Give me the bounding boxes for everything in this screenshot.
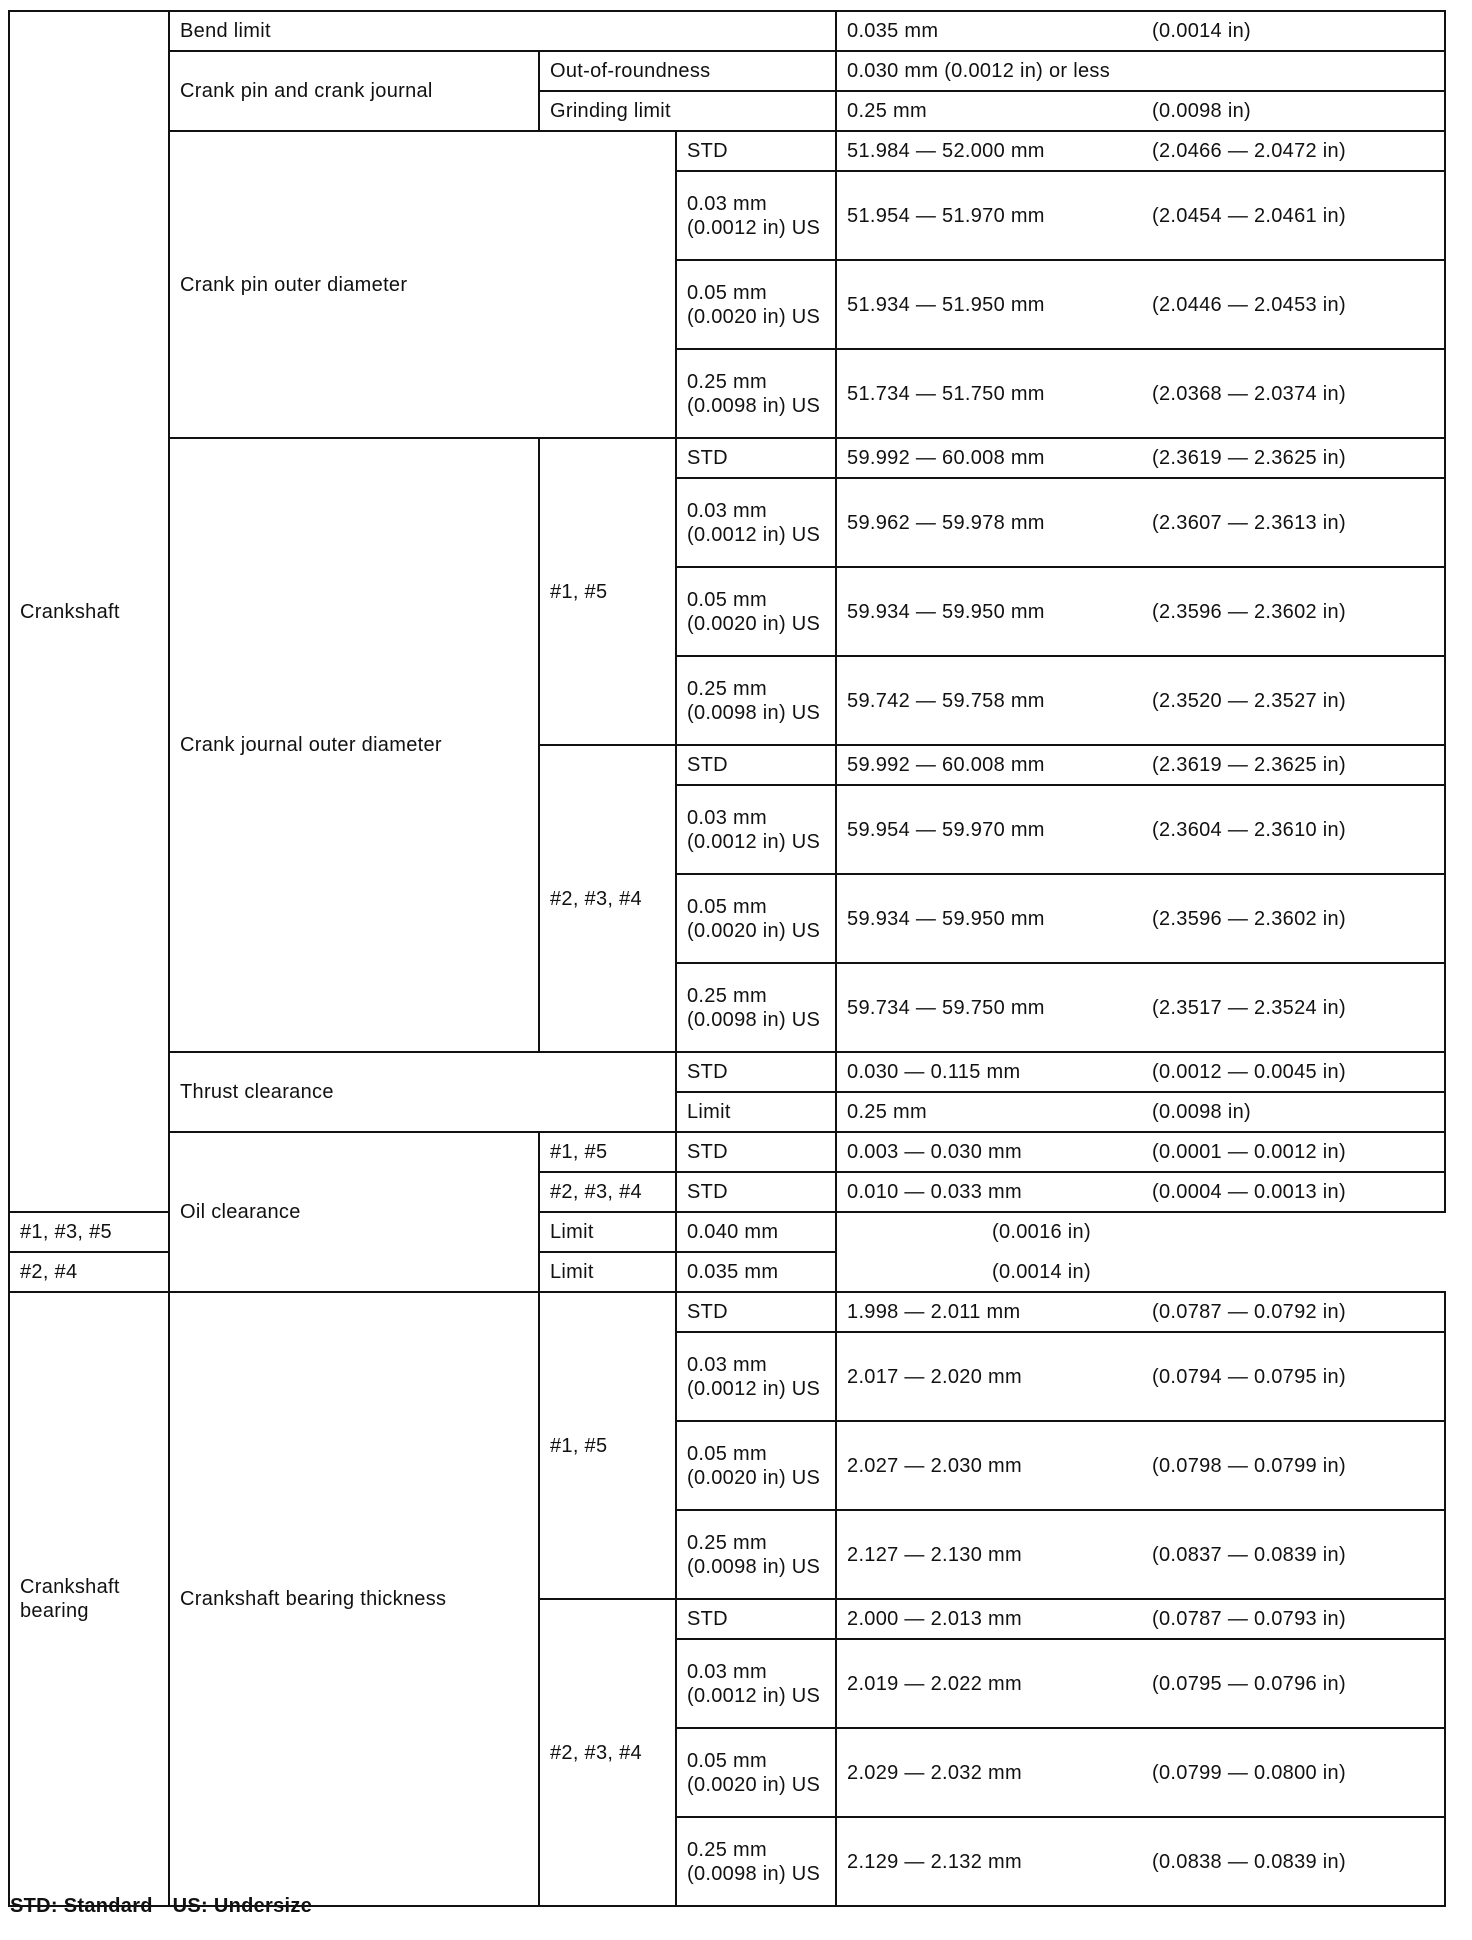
value-mm: 51.734 — 51.750 mm: [847, 382, 1045, 405]
value-in: (0.0787 — 0.0793 in): [1152, 1608, 1346, 1630]
value-cell: [836, 1332, 1445, 1421]
value-cell: 0.030 mm (0.0012 in) or less: [836, 51, 1445, 91]
value-mm: 51.984 — 52.000 mm: [847, 140, 1045, 162]
value-in: (0.0014 in): [1152, 20, 1251, 42]
value-cell: [836, 478, 1445, 567]
value-cell: [836, 11, 1445, 51]
value-mm: 2.127 — 2.130 mm: [847, 1543, 1022, 1566]
value-cell: [836, 1421, 1445, 1510]
value-in: (0.0098 in): [1152, 1101, 1251, 1123]
value-mm: 59.954 — 59.970 mm: [847, 818, 1045, 841]
value-mm: 2.029 — 2.032 mm: [847, 1761, 1022, 1784]
value-cell: [836, 1172, 1445, 1212]
value-mm: 1.998 — 2.011 mm: [847, 1301, 1021, 1323]
value-in: (0.0014 in): [992, 1261, 1091, 1283]
value-mm: 2.027 — 2.030 mm: [847, 1454, 1022, 1477]
value-in: (0.0016 in): [992, 1221, 1091, 1243]
item-label-crank-pin-od: Crank pin outer diameter: [169, 131, 676, 438]
value-mm: 0.25 mm: [847, 1101, 927, 1123]
value-in: (2.3619 — 2.3625 in): [1152, 447, 1346, 469]
value-mm: 59.734 — 59.750 mm: [847, 996, 1045, 1019]
value-mm: 2.000 — 2.013 mm: [847, 1608, 1022, 1630]
size-std: STD: [676, 438, 836, 478]
value-mm: 59.992 — 60.008 mm: [847, 447, 1045, 469]
size-limit: Limit: [539, 1252, 676, 1292]
value-cell: [836, 656, 1445, 745]
size-us-005: 0.05 mm (0.0020 in) US: [676, 1421, 836, 1510]
value-in: (0.0798 — 0.0799 in): [1152, 1454, 1346, 1477]
table-row: [9, 11, 1445, 51]
value-cell: [836, 1510, 1445, 1599]
value-mm: 0.035 mm: [687, 1261, 779, 1283]
size-us-003: 0.03 mm (0.0012 in) US: [676, 1639, 836, 1728]
value-cell: [836, 963, 1445, 1052]
size-us-005: 0.05 mm (0.0020 in) US: [676, 1728, 836, 1817]
size-us-003: 0.03 mm (0.0012 in) US: [676, 785, 836, 874]
value-in: (2.3619 — 2.3625 in): [1152, 754, 1346, 776]
value-in: (2.3520 — 2.3527 in): [1152, 689, 1346, 712]
value-cell: [836, 91, 1445, 131]
item-label-crank-pin-and-journal: Crank pin and crank journal: [169, 51, 539, 131]
journal-label-1-5: #1, #5: [539, 1132, 676, 1172]
size-us-005: 0.05 mm (0.0020 in) US: [676, 874, 836, 963]
journal-label-2-3-4: #2, #3, #4: [539, 1172, 676, 1212]
value-in: (0.0838 — 0.0839 in): [1152, 1850, 1346, 1873]
size-std: STD: [676, 1132, 836, 1172]
value-mm: 59.934 — 59.950 mm: [847, 600, 1045, 623]
value-mm: 2.017 — 2.020 mm: [847, 1365, 1022, 1388]
size-us-025: 0.25 mm (0.0098 in) US: [676, 1510, 836, 1599]
journal-label-2-3-4: #2, #3, #4: [539, 1599, 676, 1906]
item-label-bend-limit: Bend limit: [169, 11, 836, 51]
size-us-003: 0.03 mm (0.0012 in) US: [676, 1332, 836, 1421]
value-cell: [836, 1599, 1445, 1639]
table-row: [9, 438, 1445, 478]
value-cell: [836, 260, 1445, 349]
footnote-us: US: Undersize: [172, 1895, 313, 1917]
value-in: (2.3607 — 2.3613 in): [1152, 511, 1346, 534]
value-mm: 51.934 — 51.950 mm: [847, 293, 1045, 316]
sub-label-grinding-limit: Grinding limit: [539, 91, 836, 131]
value-mm: 0.25 mm: [847, 100, 927, 122]
journal-label-1-5: #1, #5: [539, 438, 676, 745]
value-mm: 2.019 — 2.022 mm: [847, 1672, 1022, 1695]
size-limit: Limit: [539, 1212, 676, 1252]
group-label-crankshaft-bearing: Crankshaft bearing: [9, 1292, 169, 1906]
value-cell: [836, 1292, 1445, 1332]
size-std: STD: [676, 1599, 836, 1639]
size-std: STD: [676, 1292, 836, 1332]
value-mm: 0.003 — 0.030 mm: [847, 1141, 1022, 1163]
value-cell: [836, 171, 1445, 260]
value-mm: 2.129 — 2.132 mm: [847, 1850, 1022, 1873]
value-in: (0.0098 in): [1152, 100, 1251, 122]
value-cell: [836, 785, 1445, 874]
size-us-005: 0.05 mm (0.0020 in) US: [676, 260, 836, 349]
size-us-025: 0.25 mm (0.0098 in) US: [676, 349, 836, 438]
table-row: [9, 51, 1445, 91]
value-in: (2.0454 — 2.0461 in): [1152, 204, 1346, 227]
journal-label-2-3-4: #2, #3, #4: [539, 745, 676, 1052]
value-cell: [836, 1817, 1445, 1906]
value-cell: [836, 1639, 1445, 1728]
value-in: (2.0446 — 2.0453 in): [1152, 293, 1346, 316]
journal-label-1-3-5: #1, #3, #5: [9, 1212, 169, 1252]
value-in: (0.0001 — 0.0012 in): [1152, 1141, 1346, 1163]
journal-label-2-4: #2, #4: [9, 1252, 169, 1292]
size-std: STD: [676, 1052, 836, 1092]
value-mm: 59.962 — 59.978 mm: [847, 511, 1045, 534]
value-in: (2.3517 — 2.3524 in): [1152, 996, 1346, 1019]
table-row: [9, 131, 1445, 171]
table-row: [9, 1132, 1445, 1172]
footnote: [10, 1895, 312, 1918]
sub-label-out-of-roundness: Out-of-roundness: [539, 51, 836, 91]
value-cell: [676, 1212, 1091, 1252]
size-std: STD: [676, 131, 836, 171]
value-cell: [676, 1252, 1091, 1292]
value-in: (0.0837 — 0.0839 in): [1152, 1543, 1346, 1566]
size-us-003: 0.03 mm (0.0012 in) US: [676, 171, 836, 260]
size-std: STD: [676, 1172, 836, 1212]
value-cell: [836, 1132, 1445, 1172]
value-in: (0.0799 — 0.0800 in): [1152, 1761, 1346, 1784]
item-label-crank-journal-od: Crank journal outer diameter: [169, 438, 539, 1052]
value-mm: 0.030 — 0.115 mm: [847, 1061, 1021, 1083]
journal-label-1-5: #1, #5: [539, 1292, 676, 1599]
value-in: (2.0466 — 2.0472 in): [1152, 140, 1346, 162]
item-label-oil-clearance: Oil clearance: [169, 1132, 539, 1292]
value-in: (0.0787 — 0.0792 in): [1152, 1301, 1346, 1323]
value-cell: [836, 131, 1445, 171]
value-mm: 59.742 — 59.758 mm: [847, 689, 1045, 712]
value-in: (0.0795 — 0.0796 in): [1152, 1672, 1346, 1695]
value-cell: [836, 567, 1445, 656]
value-mm: 0.035 mm: [847, 20, 939, 42]
footnote-std: STD: Standard: [10, 1895, 153, 1917]
size-std: STD: [676, 745, 836, 785]
value-mm: 0.010 — 0.033 mm: [847, 1181, 1022, 1203]
size-limit: Limit: [676, 1092, 836, 1132]
value-in: (2.0368 — 2.0374 in): [1152, 382, 1346, 405]
value-mm: 59.992 — 60.008 mm: [847, 754, 1045, 776]
group-label-crankshaft: Crankshaft: [9, 11, 169, 1212]
value-cell: [836, 438, 1445, 478]
value-cell: [836, 874, 1445, 963]
value-in: (0.0004 — 0.0013 in): [1152, 1181, 1346, 1203]
value-in: (2.3604 — 2.3610 in): [1152, 818, 1346, 841]
value-mm: 0.040 mm: [687, 1221, 779, 1243]
size-us-025: 0.25 mm (0.0098 in) US: [676, 963, 836, 1052]
item-label-bearing-thickness: Crankshaft bearing thickness: [169, 1292, 539, 1906]
value-in: (2.3596 — 2.3602 in): [1152, 907, 1346, 930]
item-label-thrust-clearance: Thrust clearance: [169, 1052, 676, 1132]
table-row: [9, 1052, 1445, 1092]
size-us-005: 0.05 mm (0.0020 in) US: [676, 567, 836, 656]
value-mm: 59.934 — 59.950 mm: [847, 907, 1045, 930]
value-in: (2.3596 — 2.3602 in): [1152, 600, 1346, 623]
value-in: (0.0012 — 0.0045 in): [1152, 1061, 1346, 1083]
value-mm: 51.954 — 51.970 mm: [847, 204, 1045, 227]
size-us-025: 0.25 mm (0.0098 in) US: [676, 1817, 836, 1906]
value-cell: [836, 1092, 1445, 1132]
size-us-025: 0.25 mm (0.0098 in) US: [676, 656, 836, 745]
table-row: [9, 1292, 1445, 1332]
value-cell: [836, 349, 1445, 438]
crankshaft-spec-table: [8, 10, 1446, 1907]
value-in: (0.0794 — 0.0795 in): [1152, 1365, 1346, 1388]
size-us-003: 0.03 mm (0.0012 in) US: [676, 478, 836, 567]
value-cell: [836, 745, 1445, 785]
value-cell: [836, 1728, 1445, 1817]
value-cell: [836, 1052, 1445, 1092]
